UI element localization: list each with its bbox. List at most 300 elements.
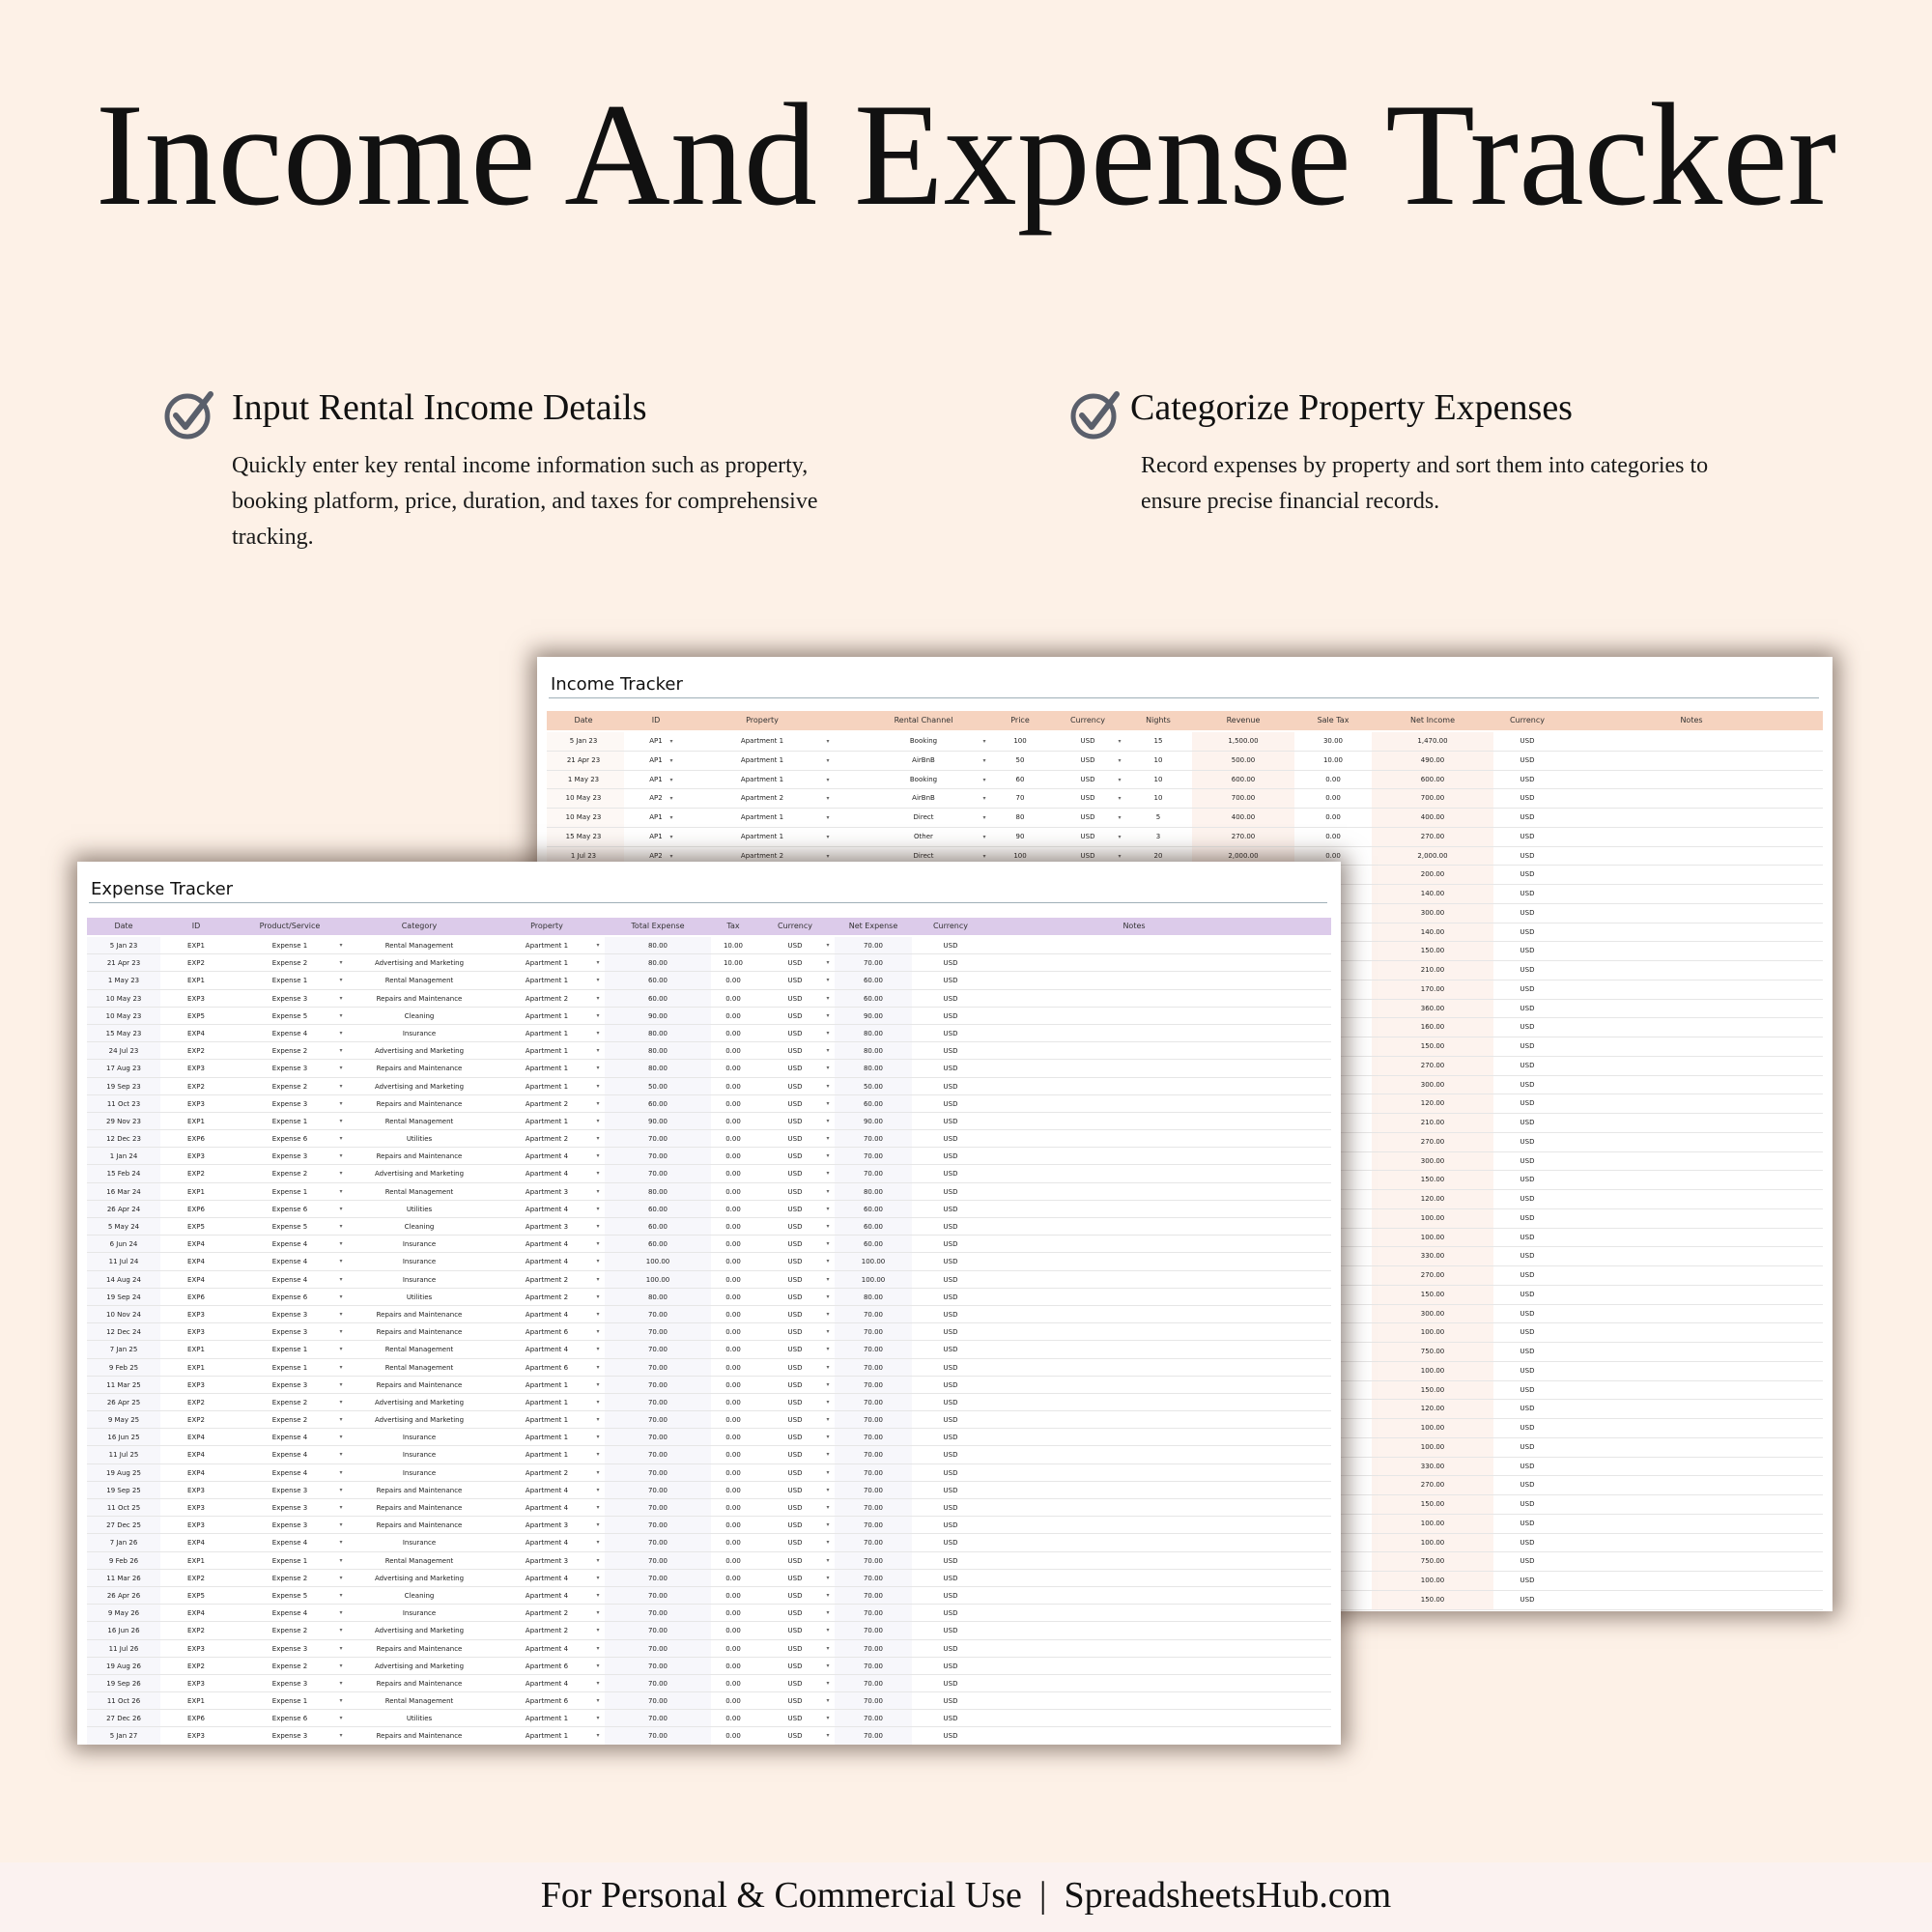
table-row[interactable] — [87, 1165, 1331, 1182]
dropdown-arrow-icon[interactable]: ▾ — [339, 994, 343, 1002]
table-cell[interactable]: 70.00 — [863, 1539, 884, 1548]
table-cell[interactable]: Expense 5 — [271, 1011, 308, 1020]
table-row[interactable] — [87, 1183, 1331, 1201]
table-cell[interactable]: 60 — [1015, 775, 1025, 783]
table-cell[interactable]: USD — [1520, 1481, 1535, 1490]
table-cell[interactable]: 80.00 — [647, 1029, 668, 1037]
table-cell[interactable]: 70.00 — [863, 1310, 884, 1319]
table-cell[interactable]: Rental Management — [384, 1556, 454, 1565]
table-row[interactable] — [87, 1534, 1331, 1551]
table-cell[interactable]: 2,000.00 — [1228, 851, 1259, 860]
dropdown-arrow-icon[interactable]: ▾ — [339, 1434, 343, 1441]
table-cell[interactable]: Expense 3 — [271, 1504, 308, 1512]
dropdown-arrow-icon[interactable]: ▾ — [339, 1627, 343, 1634]
table-cell[interactable]: USD — [1520, 1595, 1535, 1604]
table-cell[interactable]: USD — [787, 1574, 803, 1582]
column-header[interactable]: Revenue — [1226, 716, 1261, 724]
table-cell[interactable]: Apartment 2 — [525, 1609, 569, 1618]
dropdown-arrow-icon[interactable]: ▾ — [826, 1065, 830, 1072]
table-cell[interactable]: EXP3 — [187, 1732, 205, 1741]
table-cell[interactable]: Apartment 4 — [525, 1504, 569, 1512]
table-cell[interactable]: USD — [1520, 1462, 1535, 1470]
table-cell[interactable]: 80.00 — [647, 959, 668, 968]
table-cell[interactable]: EXP2 — [187, 1398, 205, 1406]
table-cell[interactable]: USD — [943, 1029, 958, 1037]
table-cell[interactable]: USD — [787, 1539, 803, 1548]
dropdown-arrow-icon[interactable]: ▾ — [826, 814, 830, 821]
table-cell[interactable]: Expense 3 — [271, 1732, 308, 1741]
table-cell[interactable]: 0.00 — [725, 994, 741, 1003]
table-cell[interactable]: USD — [943, 959, 958, 968]
table-cell[interactable]: Apartment 3 — [525, 1556, 569, 1565]
table-cell[interactable]: 0.00 — [725, 1644, 741, 1653]
dropdown-arrow-icon[interactable]: ▾ — [982, 814, 986, 821]
dropdown-arrow-icon[interactable]: ▾ — [826, 1732, 830, 1740]
table-cell[interactable]: Apartment 2 — [525, 994, 569, 1003]
dropdown-arrow-icon[interactable]: ▾ — [826, 1205, 830, 1212]
dropdown-arrow-icon[interactable]: ▾ — [339, 1398, 343, 1406]
table-cell[interactable]: Apartment 2 — [525, 1627, 569, 1635]
table-cell[interactable]: 150.00 — [1420, 1595, 1445, 1604]
table-cell[interactable]: 0.00 — [725, 1591, 741, 1600]
table-cell[interactable]: USD — [1520, 1557, 1535, 1566]
table-cell[interactable]: AirBnB — [912, 794, 935, 803]
column-header[interactable]: Property — [746, 716, 779, 724]
table-cell[interactable]: 9 Feb 25 — [108, 1363, 139, 1372]
table-cell[interactable]: Repairs and Maintenance — [376, 1099, 463, 1108]
dropdown-arrow-icon[interactable]: ▾ — [596, 1539, 600, 1547]
table-cell[interactable]: Advertising and Marketing — [374, 1662, 465, 1670]
table-cell[interactable]: 330.00 — [1420, 1252, 1445, 1261]
table-cell[interactable]: 170.00 — [1420, 984, 1445, 993]
table-cell[interactable]: USD — [787, 1310, 803, 1319]
table-row[interactable] — [547, 809, 1823, 828]
table-cell[interactable]: 70.00 — [863, 1521, 884, 1530]
table-cell[interactable]: EXP3 — [187, 1328, 205, 1337]
table-cell[interactable]: Insurance — [402, 1029, 437, 1037]
dropdown-arrow-icon[interactable]: ▾ — [596, 1556, 600, 1564]
dropdown-arrow-icon[interactable]: ▾ — [826, 1398, 830, 1406]
table-cell[interactable]: 140.00 — [1420, 927, 1445, 936]
table-cell[interactable]: USD — [943, 1539, 958, 1548]
table-cell[interactable]: EXP3 — [187, 1152, 205, 1161]
dropdown-arrow-icon[interactable]: ▾ — [826, 1275, 830, 1283]
table-cell[interactable]: Cleaning — [404, 1591, 435, 1600]
table-cell[interactable]: USD — [1520, 1119, 1535, 1126]
table-cell[interactable]: USD — [787, 1170, 803, 1179]
table-row[interactable] — [87, 1306, 1331, 1323]
table-cell[interactable]: Rental Management — [384, 1697, 454, 1706]
table-row[interactable] — [87, 1692, 1331, 1710]
table-cell[interactable]: 1 May 23 — [567, 775, 600, 783]
table-row[interactable] — [87, 990, 1331, 1008]
table-cell[interactable]: Expense 4 — [271, 1029, 308, 1037]
table-row[interactable] — [87, 1499, 1331, 1517]
dropdown-arrow-icon[interactable]: ▾ — [339, 1205, 343, 1212]
table-cell[interactable]: USD — [1520, 1442, 1535, 1451]
table-cell[interactable]: Repairs and Maintenance — [376, 1504, 463, 1512]
dropdown-arrow-icon[interactable]: ▾ — [339, 1451, 343, 1459]
table-cell[interactable]: 11 Oct 26 — [106, 1697, 141, 1706]
table-cell[interactable]: Expense 3 — [271, 1679, 308, 1688]
table-cell[interactable]: 1,470.00 — [1417, 737, 1448, 745]
table-cell[interactable]: USD — [1520, 813, 1535, 821]
table-cell[interactable]: 200.00 — [1420, 870, 1445, 879]
table-cell[interactable]: 0.00 — [725, 1451, 741, 1460]
table-row[interactable] — [87, 1727, 1331, 1745]
table-cell[interactable]: 70.00 — [863, 1152, 884, 1161]
dropdown-arrow-icon[interactable]: ▾ — [339, 1468, 343, 1476]
column-header[interactable]: ID — [651, 716, 661, 724]
dropdown-arrow-icon[interactable]: ▾ — [596, 1170, 600, 1178]
table-cell[interactable]: Rental Management — [384, 1187, 454, 1196]
dropdown-arrow-icon[interactable]: ▾ — [826, 1258, 830, 1265]
dropdown-arrow-icon[interactable]: ▾ — [826, 1170, 830, 1178]
table-cell[interactable]: 19 Sep 25 — [106, 1486, 141, 1494]
table-cell[interactable]: 10.00 — [723, 959, 744, 968]
table-cell[interactable]: 70.00 — [647, 1398, 668, 1406]
column-header[interactable]: Notes — [1680, 716, 1703, 724]
dropdown-arrow-icon[interactable]: ▾ — [339, 1380, 343, 1388]
table-cell[interactable]: 9 May 26 — [107, 1609, 140, 1618]
table-cell[interactable]: Apartment 4 — [525, 1258, 569, 1266]
table-cell[interactable]: USD — [1520, 1309, 1535, 1318]
table-cell[interactable]: 400.00 — [1231, 813, 1256, 821]
table-cell[interactable]: USD — [1520, 1137, 1535, 1146]
table-cell[interactable]: USD — [787, 1328, 803, 1337]
table-cell[interactable]: USD — [1520, 1176, 1535, 1184]
table-cell[interactable]: 90.00 — [863, 1011, 884, 1020]
table-cell[interactable]: Apartment 2 — [525, 1135, 569, 1144]
table-cell[interactable]: 70.00 — [647, 1644, 668, 1653]
table-cell[interactable]: Expense 6 — [271, 1135, 308, 1144]
table-cell[interactable]: USD — [943, 1363, 958, 1372]
dropdown-arrow-icon[interactable]: ▾ — [826, 1468, 830, 1476]
table-cell[interactable]: 0.00 — [725, 1627, 741, 1635]
dropdown-arrow-icon[interactable]: ▾ — [339, 942, 343, 949]
table-cell[interactable]: EXP1 — [187, 1346, 205, 1354]
table-cell[interactable]: 70.00 — [863, 1468, 884, 1477]
table-cell[interactable]: USD — [787, 1082, 803, 1091]
dropdown-arrow-icon[interactable]: ▾ — [339, 1082, 343, 1090]
dropdown-arrow-icon[interactable]: ▾ — [339, 959, 343, 967]
table-cell[interactable]: 330.00 — [1420, 1462, 1445, 1470]
table-cell[interactable]: 60.00 — [863, 1223, 884, 1231]
table-cell[interactable]: 70.00 — [647, 1434, 668, 1442]
table-cell[interactable]: Expense 2 — [271, 959, 308, 968]
table-cell[interactable]: 0.00 — [725, 1293, 741, 1301]
table-cell[interactable]: USD — [787, 1468, 803, 1477]
table-cell[interactable]: Expense 4 — [271, 1468, 308, 1477]
table-row[interactable] — [87, 1640, 1331, 1658]
table-cell[interactable]: 19 Sep 26 — [106, 1679, 141, 1688]
table-cell[interactable]: 70.00 — [647, 1135, 668, 1144]
table-cell[interactable]: Expense 4 — [271, 1539, 308, 1548]
dropdown-arrow-icon[interactable]: ▾ — [596, 977, 600, 984]
table-cell[interactable]: Expense 2 — [271, 1170, 308, 1179]
table-cell[interactable]: USD — [787, 1065, 803, 1073]
table-cell[interactable]: 0.00 — [725, 1732, 741, 1741]
table-cell[interactable]: 70.00 — [647, 1556, 668, 1565]
table-cell[interactable]: 70.00 — [863, 1644, 884, 1653]
table-cell[interactable]: Expense 4 — [271, 1451, 308, 1460]
table-cell[interactable]: Expense 2 — [271, 1416, 308, 1425]
table-cell[interactable]: EXP2 — [187, 1170, 205, 1179]
table-cell[interactable]: 60.00 — [647, 1205, 668, 1213]
table-cell[interactable]: Insurance — [402, 1434, 437, 1442]
dropdown-arrow-icon[interactable]: ▾ — [339, 1521, 343, 1529]
table-cell[interactable]: 70.00 — [647, 1679, 668, 1688]
table-cell[interactable]: USD — [1080, 794, 1095, 803]
table-cell[interactable]: 70 — [1015, 794, 1025, 803]
dropdown-arrow-icon[interactable]: ▾ — [596, 1609, 600, 1617]
table-row[interactable] — [87, 1658, 1331, 1675]
table-cell[interactable]: Apartment 1 — [525, 1451, 569, 1460]
dropdown-arrow-icon[interactable]: ▾ — [596, 1644, 600, 1652]
table-cell[interactable]: USD — [943, 1697, 958, 1706]
table-cell[interactable]: 26 Apr 25 — [106, 1398, 141, 1406]
table-cell[interactable]: 120.00 — [1420, 1195, 1445, 1203]
table-cell[interactable]: EXP4 — [187, 1451, 205, 1460]
table-cell[interactable]: 70.00 — [647, 1152, 668, 1161]
dropdown-arrow-icon[interactable]: ▾ — [339, 1258, 343, 1265]
dropdown-arrow-icon[interactable]: ▾ — [596, 1715, 600, 1722]
table-cell[interactable]: Utilities — [406, 1135, 433, 1144]
table-cell[interactable]: 15 — [1153, 737, 1163, 745]
table-cell[interactable]: Expense 2 — [271, 1662, 308, 1670]
table-cell[interactable]: Utilities — [406, 1205, 433, 1213]
table-cell[interactable]: 20 — [1153, 851, 1163, 860]
table-cell[interactable]: AP2 — [649, 794, 663, 803]
dropdown-arrow-icon[interactable]: ▾ — [339, 1715, 343, 1722]
table-cell[interactable]: 0.00 — [725, 1099, 741, 1108]
column-header[interactable]: ID — [191, 922, 201, 930]
table-cell[interactable]: 100 — [1013, 851, 1027, 860]
table-cell[interactable]: EXP2 — [187, 1082, 205, 1091]
table-cell[interactable]: Apartment 1 — [525, 1715, 569, 1723]
table-cell[interactable]: USD — [943, 1434, 958, 1442]
table-cell[interactable]: USD — [787, 1697, 803, 1706]
table-row[interactable] — [87, 1042, 1331, 1060]
table-cell[interactable]: USD — [1520, 1405, 1535, 1413]
table-cell[interactable]: EXP4 — [187, 1029, 205, 1037]
table-cell[interactable]: 70.00 — [863, 1627, 884, 1635]
table-cell[interactable]: USD — [1520, 1023, 1535, 1032]
table-cell[interactable]: 70.00 — [647, 1715, 668, 1723]
table-row[interactable] — [87, 1552, 1331, 1570]
table-cell[interactable]: 15 Feb 24 — [106, 1170, 141, 1179]
table-cell[interactable]: Apartment 4 — [525, 1170, 569, 1179]
table-cell[interactable]: 100.00 — [1420, 1519, 1445, 1527]
table-cell[interactable]: 700.00 — [1231, 794, 1256, 803]
table-cell[interactable]: 9 May 25 — [107, 1416, 140, 1425]
table-cell[interactable]: 1,500.00 — [1228, 737, 1259, 745]
table-row[interactable] — [87, 1236, 1331, 1253]
column-header[interactable]: Category — [401, 922, 438, 930]
table-cell[interactable]: 300.00 — [1420, 1156, 1445, 1165]
table-row[interactable] — [87, 1710, 1331, 1727]
table-cell[interactable]: 11 Mar 25 — [106, 1380, 141, 1389]
table-cell[interactable]: 0.00 — [725, 1468, 741, 1477]
table-cell[interactable]: AP1 — [649, 775, 663, 783]
table-cell[interactable]: Expense 2 — [271, 1047, 308, 1056]
table-cell[interactable]: USD — [943, 1486, 958, 1494]
table-cell[interactable]: EXP2 — [187, 959, 205, 968]
table-cell[interactable]: 80 — [1015, 813, 1025, 821]
table-cell[interactable]: Apartment 6 — [525, 1662, 569, 1670]
table-cell[interactable]: 500.00 — [1231, 755, 1256, 764]
dropdown-arrow-icon[interactable]: ▾ — [596, 1205, 600, 1212]
table-cell[interactable]: Utilities — [406, 1715, 433, 1723]
table-cell[interactable]: 70.00 — [647, 1346, 668, 1354]
dropdown-arrow-icon[interactable]: ▾ — [339, 977, 343, 984]
dropdown-arrow-icon[interactable]: ▾ — [826, 1591, 830, 1599]
table-cell[interactable]: EXP3 — [187, 1065, 205, 1073]
dropdown-arrow-icon[interactable]: ▾ — [826, 1556, 830, 1564]
dropdown-arrow-icon[interactable]: ▾ — [339, 1310, 343, 1318]
table-cell[interactable]: EXP4 — [187, 1434, 205, 1442]
dropdown-arrow-icon[interactable]: ▾ — [826, 1609, 830, 1617]
table-cell[interactable]: 120.00 — [1420, 1405, 1445, 1413]
column-header[interactable]: Currency — [932, 922, 969, 930]
table-cell[interactable]: Repairs and Maintenance — [376, 1732, 463, 1741]
table-cell[interactable]: USD — [1520, 870, 1535, 879]
table-cell[interactable]: USD — [943, 1662, 958, 1670]
table-cell[interactable]: USD — [1520, 775, 1535, 783]
table-cell[interactable]: Expense 1 — [271, 1117, 308, 1125]
table-cell[interactable]: Expense 3 — [271, 1521, 308, 1530]
table-cell[interactable]: EXP2 — [187, 1662, 205, 1670]
table-cell[interactable]: 19 Aug 25 — [106, 1468, 141, 1477]
table-cell[interactable]: USD — [1080, 832, 1095, 840]
table-cell[interactable]: 11 Jul 26 — [108, 1644, 139, 1653]
dropdown-arrow-icon[interactable]: ▾ — [826, 852, 830, 860]
table-cell[interactable]: USD — [943, 1310, 958, 1319]
table-cell[interactable]: 0.00 — [725, 1082, 741, 1091]
table-cell[interactable]: 0.00 — [725, 1609, 741, 1618]
dropdown-arrow-icon[interactable]: ▾ — [669, 852, 673, 860]
dropdown-arrow-icon[interactable]: ▾ — [826, 776, 830, 783]
table-cell[interactable]: Expense 4 — [271, 1434, 308, 1442]
table-cell[interactable]: Insurance — [402, 1539, 437, 1548]
table-cell[interactable]: 270.00 — [1420, 1271, 1445, 1279]
dropdown-arrow-icon[interactable]: ▾ — [339, 1644, 343, 1652]
table-cell[interactable]: 0.00 — [725, 1117, 741, 1125]
dropdown-arrow-icon[interactable]: ▾ — [1118, 756, 1122, 764]
table-cell[interactable]: EXP1 — [187, 977, 205, 985]
table-cell[interactable]: USD — [1520, 737, 1535, 745]
table-cell[interactable]: USD — [787, 1556, 803, 1565]
table-cell[interactable]: 60.00 — [863, 1099, 884, 1108]
dropdown-arrow-icon[interactable]: ▾ — [339, 1135, 343, 1143]
table-cell[interactable]: Expense 5 — [271, 1591, 308, 1600]
table-cell[interactable]: 70.00 — [647, 1504, 668, 1512]
table-cell[interactable]: 0.00 — [725, 1047, 741, 1056]
table-cell[interactable]: 0.00 — [725, 1346, 741, 1354]
table-cell[interactable]: Advertising and Marketing — [374, 959, 465, 968]
table-cell[interactable]: Advertising and Marketing — [374, 1627, 465, 1635]
table-cell[interactable]: Apartment 1 — [525, 1434, 569, 1442]
table-cell[interactable]: 11 Oct 25 — [106, 1504, 141, 1512]
table-cell[interactable]: 0.00 — [725, 1135, 741, 1144]
table-cell[interactable]: 7 Jan 26 — [109, 1539, 138, 1548]
table-cell[interactable]: Apartment 1 — [740, 813, 784, 821]
table-cell[interactable]: Insurance — [402, 1451, 437, 1460]
table-cell[interactable]: USD — [1520, 1061, 1535, 1069]
table-cell[interactable]: Apartment 6 — [525, 1697, 569, 1706]
table-cell[interactable]: 0.00 — [1325, 775, 1341, 783]
table-cell[interactable]: 70.00 — [647, 1363, 668, 1372]
table-cell[interactable]: Utilities — [406, 1293, 433, 1301]
dropdown-arrow-icon[interactable]: ▾ — [669, 795, 673, 803]
table-cell[interactable]: USD — [1520, 1099, 1535, 1108]
table-cell[interactable]: Apartment 1 — [740, 737, 784, 745]
table-cell[interactable]: 11 Mar 26 — [106, 1574, 141, 1582]
table-cell[interactable]: Apartment 4 — [525, 1486, 569, 1494]
table-row[interactable] — [87, 1218, 1331, 1236]
table-cell[interactable]: AP1 — [649, 755, 663, 764]
table-cell[interactable]: USD — [943, 1627, 958, 1635]
dropdown-arrow-icon[interactable]: ▾ — [596, 1679, 600, 1687]
table-cell[interactable]: Apartment 1 — [525, 1065, 569, 1073]
table-cell[interactable]: 0.00 — [1325, 794, 1341, 803]
table-cell[interactable]: 70.00 — [647, 1627, 668, 1635]
table-cell[interactable]: 70.00 — [863, 1170, 884, 1179]
table-cell[interactable]: 16 Jun 25 — [107, 1434, 140, 1442]
table-cell[interactable]: 70.00 — [863, 1434, 884, 1442]
column-header[interactable]: Net Income — [1409, 716, 1456, 724]
table-cell[interactable]: Direct — [913, 813, 934, 821]
table-cell[interactable]: 100.00 — [1420, 1442, 1445, 1451]
table-cell[interactable]: Expense 2 — [271, 1082, 308, 1091]
table-cell[interactable]: Repairs and Maintenance — [376, 1521, 463, 1530]
table-cell[interactable]: 5 May 24 — [107, 1223, 140, 1231]
column-header[interactable]: Property — [530, 922, 563, 930]
table-cell[interactable]: EXP1 — [187, 1697, 205, 1706]
table-cell[interactable]: Expense 1 — [271, 1556, 308, 1565]
dropdown-arrow-icon[interactable]: ▾ — [596, 959, 600, 967]
column-header[interactable]: Net Expense — [848, 922, 898, 930]
table-cell[interactable]: 0.00 — [725, 1504, 741, 1512]
table-cell[interactable]: Apartment 1 — [525, 1380, 569, 1389]
dropdown-arrow-icon[interactable]: ▾ — [982, 833, 986, 840]
dropdown-arrow-icon[interactable]: ▾ — [596, 1310, 600, 1318]
table-cell[interactable]: 210.00 — [1420, 966, 1445, 974]
dropdown-arrow-icon[interactable]: ▾ — [982, 795, 986, 803]
table-cell[interactable]: Apartment 1 — [525, 1117, 569, 1125]
table-cell[interactable]: EXP3 — [187, 1486, 205, 1494]
dropdown-arrow-icon[interactable]: ▾ — [826, 1434, 830, 1441]
table-cell[interactable]: 300.00 — [1420, 908, 1445, 917]
table-cell[interactable]: USD — [1520, 947, 1535, 955]
table-cell[interactable]: USD — [943, 1328, 958, 1337]
dropdown-arrow-icon[interactable]: ▾ — [339, 1099, 343, 1107]
table-cell[interactable]: Expense 4 — [271, 1240, 308, 1249]
dropdown-arrow-icon[interactable]: ▾ — [669, 776, 673, 783]
table-cell[interactable]: EXP2 — [187, 1047, 205, 1056]
table-cell[interactable]: 80.00 — [863, 1029, 884, 1037]
table-cell[interactable]: 21 Apr 23 — [106, 959, 141, 968]
table-cell[interactable]: Apartment 1 — [525, 1029, 569, 1037]
dropdown-arrow-icon[interactable]: ▾ — [596, 1662, 600, 1669]
table-cell[interactable]: Repairs and Maintenance — [376, 1310, 463, 1319]
dropdown-arrow-icon[interactable]: ▾ — [826, 1346, 830, 1353]
table-cell[interactable]: EXP4 — [187, 1275, 205, 1284]
table-cell[interactable]: USD — [787, 1346, 803, 1354]
dropdown-arrow-icon[interactable]: ▾ — [669, 814, 673, 821]
table-cell[interactable]: Expense 3 — [271, 1310, 308, 1319]
table-cell[interactable]: USD — [1520, 1213, 1535, 1222]
